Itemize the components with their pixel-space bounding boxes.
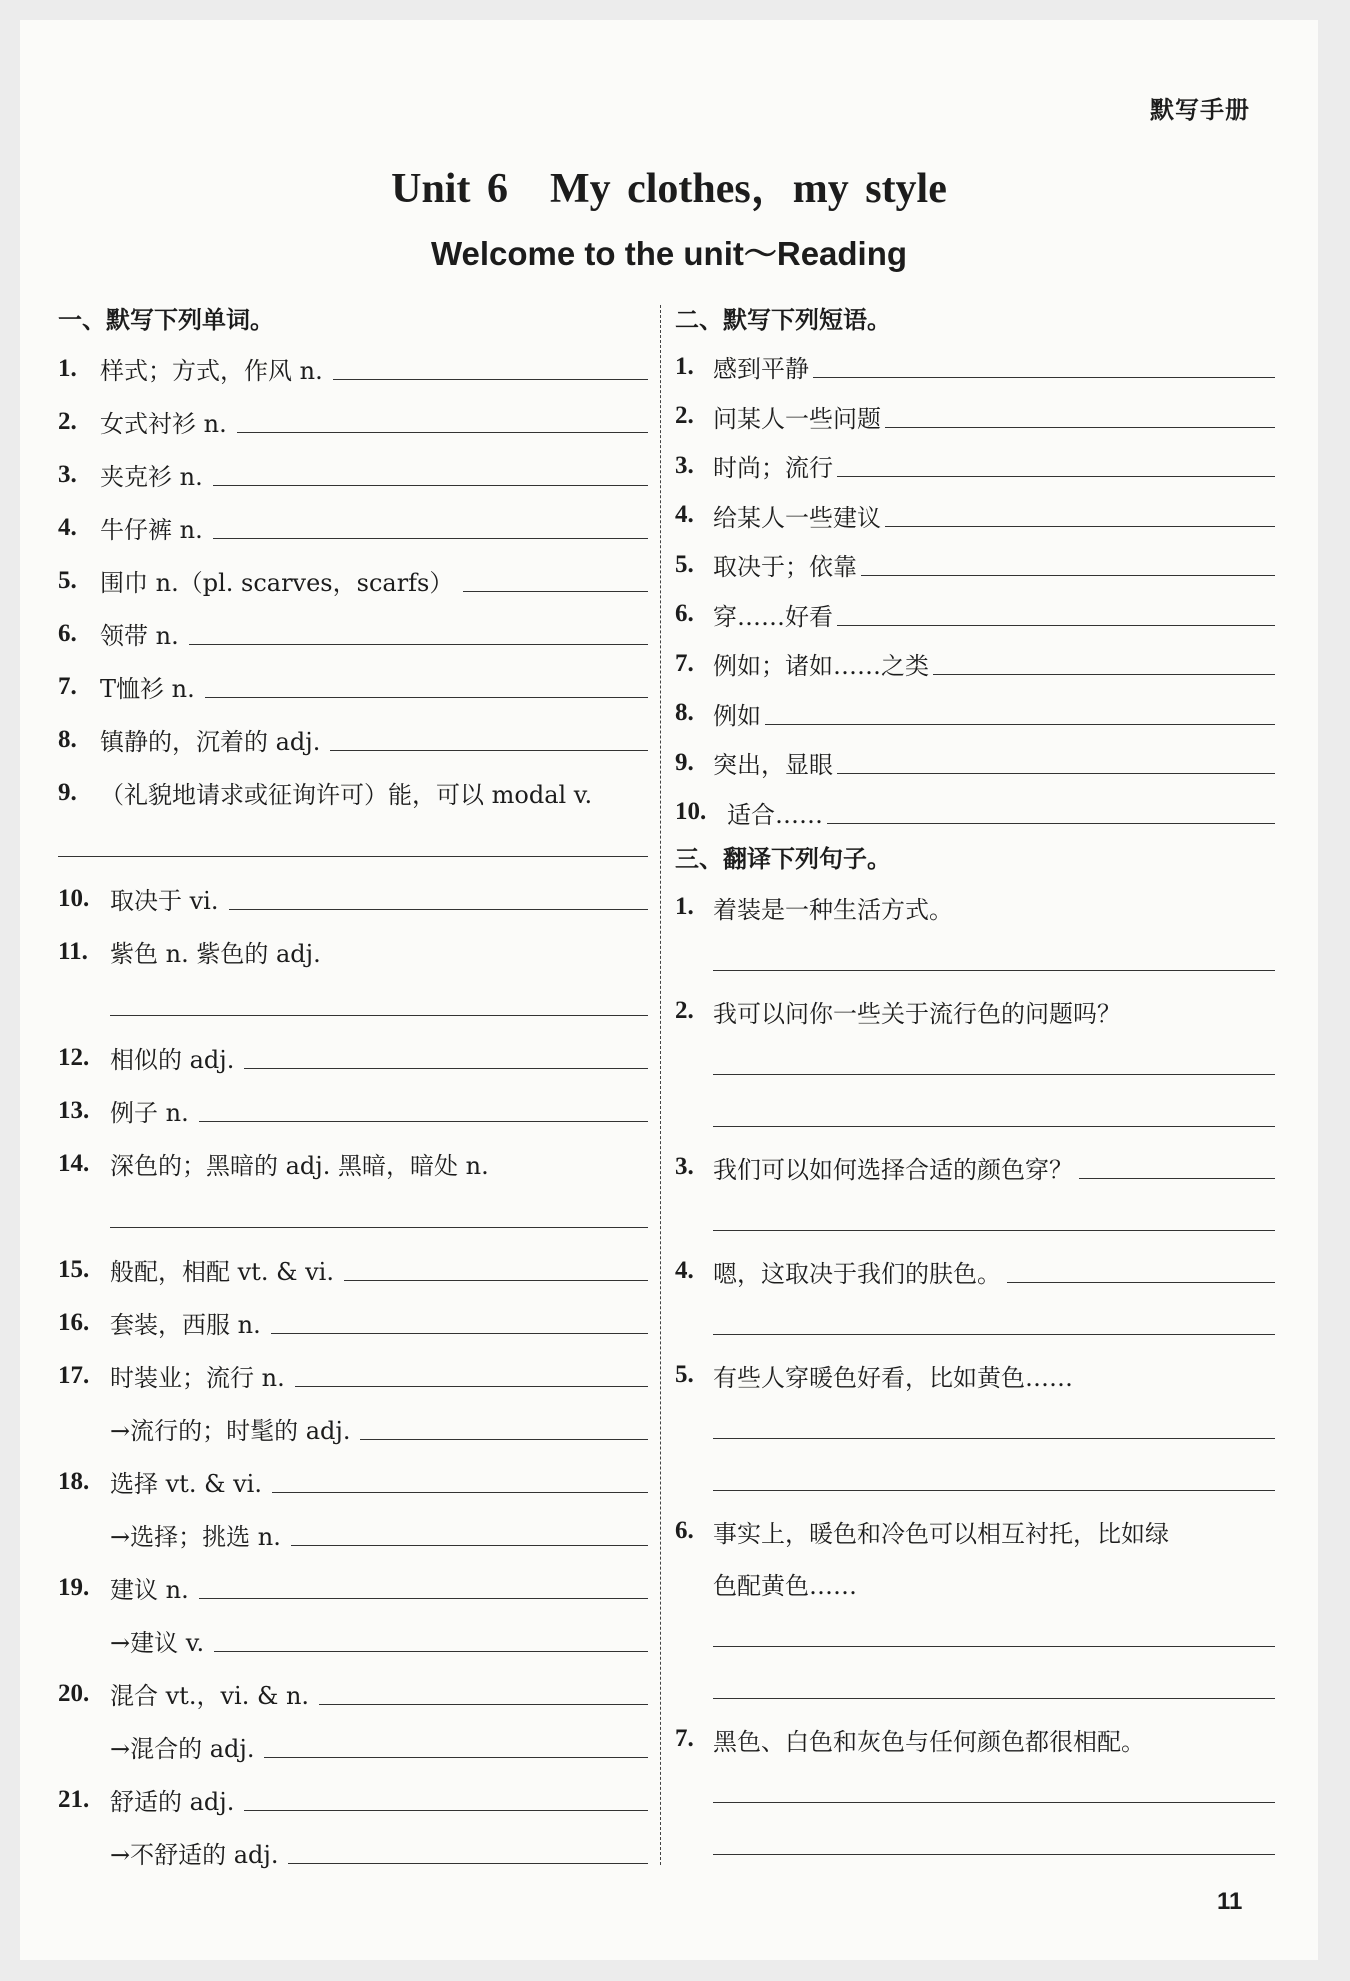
sentence-item xyxy=(675,1141,1275,1193)
answer-blank[interactable] xyxy=(110,1205,648,1228)
item-number: 7. xyxy=(58,672,77,700)
answer-blank[interactable] xyxy=(933,652,1275,675)
answer-blank[interactable] xyxy=(713,1780,1275,1803)
sentence-item xyxy=(675,985,1275,1037)
answer-blank[interactable] xyxy=(713,1416,1275,1439)
answer-blank[interactable] xyxy=(229,887,649,910)
answer-blank[interactable] xyxy=(199,1576,648,1599)
answer-blank[interactable] xyxy=(58,834,648,857)
item-number: 1. xyxy=(58,354,77,382)
answer-row xyxy=(58,819,648,872)
item-number: 5. xyxy=(675,1361,694,1388)
item-prompt: 紫色 n. 紫色的 adj. xyxy=(110,940,321,968)
answer-blank[interactable] xyxy=(885,504,1275,527)
phrase-item xyxy=(675,342,1275,392)
word-item xyxy=(58,554,648,607)
item-number: 16. xyxy=(58,1308,90,1336)
phrases-sentences-column xyxy=(675,298,1275,1869)
word-sub-item xyxy=(58,1508,648,1561)
phrase-item xyxy=(675,590,1275,640)
sentence-item xyxy=(675,1505,1275,1557)
item-prompt: 有些人穿暖色好看，比如黄色…… xyxy=(713,1363,1073,1392)
word-item xyxy=(58,1031,648,1084)
answer-blank[interactable] xyxy=(463,569,648,592)
item-prompt: 时尚；流行 xyxy=(713,454,833,483)
word-item xyxy=(58,1084,648,1137)
answer-row xyxy=(675,1661,1275,1713)
answer-blank[interactable] xyxy=(713,1208,1275,1231)
item-number: 1. xyxy=(675,352,694,380)
answer-blank[interactable] xyxy=(827,801,1275,824)
answer-blank[interactable] xyxy=(213,516,648,539)
answer-blank[interactable] xyxy=(837,603,1275,626)
answer-blank[interactable] xyxy=(713,1832,1275,1855)
sentence-item xyxy=(675,1713,1275,1765)
item-prompt: 例子 n. xyxy=(110,1099,189,1127)
answer-blank[interactable] xyxy=(330,728,648,751)
word-item xyxy=(58,448,648,501)
word-item xyxy=(58,660,648,713)
item-prompt: 建议 n. xyxy=(110,1576,189,1604)
item-number: 10. xyxy=(58,884,90,912)
phrase-item xyxy=(675,392,1275,442)
item-number: 10. xyxy=(675,798,707,826)
item-prompt: 例如 xyxy=(713,701,761,730)
item-prompt: 样式；方式，作风 n. xyxy=(100,357,323,385)
column-divider xyxy=(660,305,661,1865)
item-number: 17. xyxy=(58,1361,90,1389)
item-prompt: 感到平静 xyxy=(713,355,809,384)
phrase-item xyxy=(675,540,1275,590)
item-prompt: T恤衫 n. xyxy=(100,675,195,703)
item-prompt: 女式衬衫 n. xyxy=(100,410,227,438)
item-prompt: 我可以问你一些关于流行色的问题吗？ xyxy=(713,999,1121,1028)
answer-blank[interactable] xyxy=(199,1099,648,1122)
answer-row xyxy=(675,1401,1275,1453)
words-column xyxy=(58,298,648,1879)
word-item xyxy=(58,1296,648,1349)
answer-blank[interactable] xyxy=(271,1311,648,1334)
item-number: 4. xyxy=(675,501,694,529)
word-item xyxy=(58,1773,648,1826)
word-item xyxy=(58,1243,648,1296)
word-item xyxy=(58,925,648,978)
item-number: 3. xyxy=(58,460,77,488)
answer-row xyxy=(675,1609,1275,1661)
item-number: 8. xyxy=(675,699,694,727)
item-number: 6. xyxy=(675,600,694,628)
item-prompt: 给某人一些建议 xyxy=(713,503,881,532)
phrase-item xyxy=(675,491,1275,541)
phrase-item xyxy=(675,441,1275,491)
item-number: 14. xyxy=(58,1149,90,1177)
item-prompt: 适合…… xyxy=(727,800,823,829)
item-number: 3. xyxy=(675,451,694,479)
answer-blank[interactable] xyxy=(837,454,1275,477)
item-prompt: 黑色、白色和灰色与任何颜色都很相配。 xyxy=(713,1727,1145,1756)
item-number: 2. xyxy=(675,997,694,1024)
answer-blank[interactable] xyxy=(295,1364,648,1387)
word-item xyxy=(58,1667,648,1720)
item-prompt: →混合的 adj. xyxy=(110,1735,255,1763)
section-heading: 三、翻译下列句子。 xyxy=(675,845,891,873)
section-heading: 一、默写下列单词。 xyxy=(58,306,274,334)
unit-subtitle: Welcome to the unit～Reading xyxy=(430,235,908,272)
answer-row xyxy=(58,1190,648,1243)
item-prompt: 混合 vt.，vi. & n. xyxy=(110,1682,310,1710)
item-number: 2. xyxy=(675,402,694,430)
word-sub-item xyxy=(58,1402,648,1455)
item-prompt: 舒适的 adj. xyxy=(110,1788,235,1816)
item-prompt: 深色的；黑暗的 adj. 黑暗，暗处 n. xyxy=(110,1152,489,1180)
item-number: 20. xyxy=(58,1679,90,1707)
answer-row xyxy=(675,1297,1275,1349)
answer-blank[interactable] xyxy=(333,357,648,380)
item-prompt: 着装是一种生活方式。 xyxy=(713,895,953,924)
answer-blank[interactable] xyxy=(288,1841,648,1864)
item-prompt: →流行的；时髦的 adj. xyxy=(110,1417,351,1445)
answer-blank[interactable] xyxy=(713,948,1275,971)
answer-blank[interactable] xyxy=(214,1629,648,1652)
answer-blank[interactable] xyxy=(713,1104,1275,1127)
item-number: 6. xyxy=(675,1517,694,1544)
answer-blank[interactable] xyxy=(360,1417,648,1440)
word-item xyxy=(58,1561,648,1614)
phrase-item xyxy=(675,788,1275,838)
item-number: 5. xyxy=(58,566,77,594)
item-number: 4. xyxy=(675,1257,694,1284)
word-sub-item xyxy=(58,1826,648,1879)
sentence-item xyxy=(675,1245,1275,1297)
item-prompt: →选择；挑选 n. xyxy=(110,1523,281,1551)
item-prompt: 夹克衫 n. xyxy=(100,463,203,491)
header-label: 默写手册 xyxy=(1150,96,1250,124)
answer-row xyxy=(675,1453,1275,1505)
answer-blank[interactable] xyxy=(1079,1156,1275,1179)
answer-row xyxy=(675,1193,1275,1245)
sentence-continuation: 色配黄色…… xyxy=(713,1571,857,1600)
item-number: 3. xyxy=(675,1153,694,1180)
answer-blank[interactable] xyxy=(244,1046,648,1069)
item-number: 19. xyxy=(58,1573,90,1601)
phrase-item xyxy=(675,639,1275,689)
item-number: 11. xyxy=(58,937,88,965)
item-number: 9. xyxy=(58,778,77,806)
answer-blank[interactable] xyxy=(264,1735,648,1758)
answer-blank[interactable] xyxy=(213,463,648,486)
item-number: 21. xyxy=(58,1785,90,1813)
item-number: 1. xyxy=(675,893,694,920)
item-prompt: 我们可以如何选择合适的颜色穿？ xyxy=(713,1155,1073,1184)
item-number: 13. xyxy=(58,1096,90,1124)
word-item xyxy=(58,766,648,819)
answer-row xyxy=(675,1037,1275,1089)
item-prompt: 突出，显眼 xyxy=(713,751,833,780)
item-number: 15. xyxy=(58,1255,90,1283)
answer-blank[interactable] xyxy=(272,1470,648,1493)
item-number: 8. xyxy=(58,725,77,753)
item-prompt: 领带 n. xyxy=(100,622,179,650)
item-prompt: 围巾 n.（pl. scarves，scarfs） xyxy=(100,569,454,597)
answer-blank[interactable] xyxy=(713,1624,1275,1647)
item-prompt: 问某人一些问题 xyxy=(713,404,881,433)
word-item xyxy=(58,395,648,448)
item-prompt: 般配，相配 vt. & vi. xyxy=(110,1258,334,1286)
sentence-item xyxy=(675,1349,1275,1401)
phrase-item xyxy=(675,738,1275,788)
answer-blank[interactable] xyxy=(319,1682,648,1705)
answer-row xyxy=(58,978,648,1031)
answer-blank[interactable] xyxy=(713,1312,1275,1335)
answer-blank[interactable] xyxy=(110,993,648,1016)
item-number: 18. xyxy=(58,1467,90,1495)
word-item xyxy=(58,872,648,925)
answer-row xyxy=(675,933,1275,985)
answer-row xyxy=(675,1817,1275,1869)
page-number: 11 xyxy=(1217,1888,1243,1915)
word-sub-item xyxy=(58,1720,648,1773)
item-number: 2. xyxy=(58,407,77,435)
item-number: 12. xyxy=(58,1043,90,1071)
answer-blank[interactable] xyxy=(291,1523,648,1546)
answer-blank[interactable] xyxy=(713,1052,1275,1075)
item-prompt: →不舒适的 adj. xyxy=(110,1841,279,1869)
item-prompt: 穿……好看 xyxy=(713,602,833,631)
answer-blank[interactable] xyxy=(713,1676,1275,1699)
item-prompt: （礼貌地请求或征询许可）能，可以 modal v. xyxy=(100,781,593,809)
item-prompt: 取决于 vi. xyxy=(110,887,219,915)
answer-blank[interactable] xyxy=(344,1258,648,1281)
item-prompt: 选择 vt. & vi. xyxy=(110,1470,262,1498)
phrase-item xyxy=(675,689,1275,739)
answer-blank[interactable] xyxy=(189,622,648,645)
answer-blank[interactable] xyxy=(885,405,1275,428)
word-item xyxy=(58,607,648,660)
answer-blank[interactable] xyxy=(713,1468,1275,1491)
answer-row xyxy=(675,1089,1275,1141)
item-number: 7. xyxy=(675,649,694,677)
item-number: 4. xyxy=(58,513,77,541)
word-sub-item xyxy=(58,1614,648,1667)
item-prompt: 镇静的，沉着的 adj. xyxy=(100,728,321,756)
item-prompt: 牛仔裤 n. xyxy=(100,516,203,544)
item-number: 9. xyxy=(675,748,694,776)
item-prompt: 时装业；流行 n. xyxy=(110,1364,285,1392)
item-prompt: →建议 v. xyxy=(110,1629,205,1657)
word-item xyxy=(58,1137,648,1190)
item-prompt: 例如；诸如……之类 xyxy=(713,652,929,681)
item-number: 5. xyxy=(675,550,694,578)
answer-blank[interactable] xyxy=(244,1788,648,1811)
item-prompt: 相似的 adj. xyxy=(110,1046,235,1074)
item-number: 7. xyxy=(675,1725,694,1752)
item-number: 6. xyxy=(58,619,77,647)
word-item xyxy=(58,1349,648,1402)
item-prompt: 套装，西服 n. xyxy=(110,1311,261,1339)
word-item xyxy=(58,713,648,766)
answer-row xyxy=(675,1765,1275,1817)
unit-title: Unit 6 My clothes，my style xyxy=(391,166,947,212)
worksheet-page xyxy=(20,20,1318,1960)
item-prompt: 取决于；依靠 xyxy=(713,553,857,582)
word-item xyxy=(58,1455,648,1508)
item-prompt: 嗯，这取决于我们的肤色。 xyxy=(713,1259,1001,1288)
answer-blank[interactable] xyxy=(237,410,648,433)
answer-blank[interactable] xyxy=(1007,1260,1275,1283)
section-heading: 二、默写下列短语。 xyxy=(675,306,891,334)
answer-blank[interactable] xyxy=(861,553,1275,576)
item-prompt: 事实上，暖色和冷色可以相互衬托，比如绿 xyxy=(713,1519,1169,1548)
sentence-item xyxy=(675,881,1275,933)
answer-blank[interactable] xyxy=(205,675,648,698)
answer-blank[interactable] xyxy=(813,355,1275,378)
word-item xyxy=(58,342,648,395)
word-item xyxy=(58,501,648,554)
answer-blank[interactable] xyxy=(765,702,1275,725)
answer-blank[interactable] xyxy=(837,751,1275,774)
